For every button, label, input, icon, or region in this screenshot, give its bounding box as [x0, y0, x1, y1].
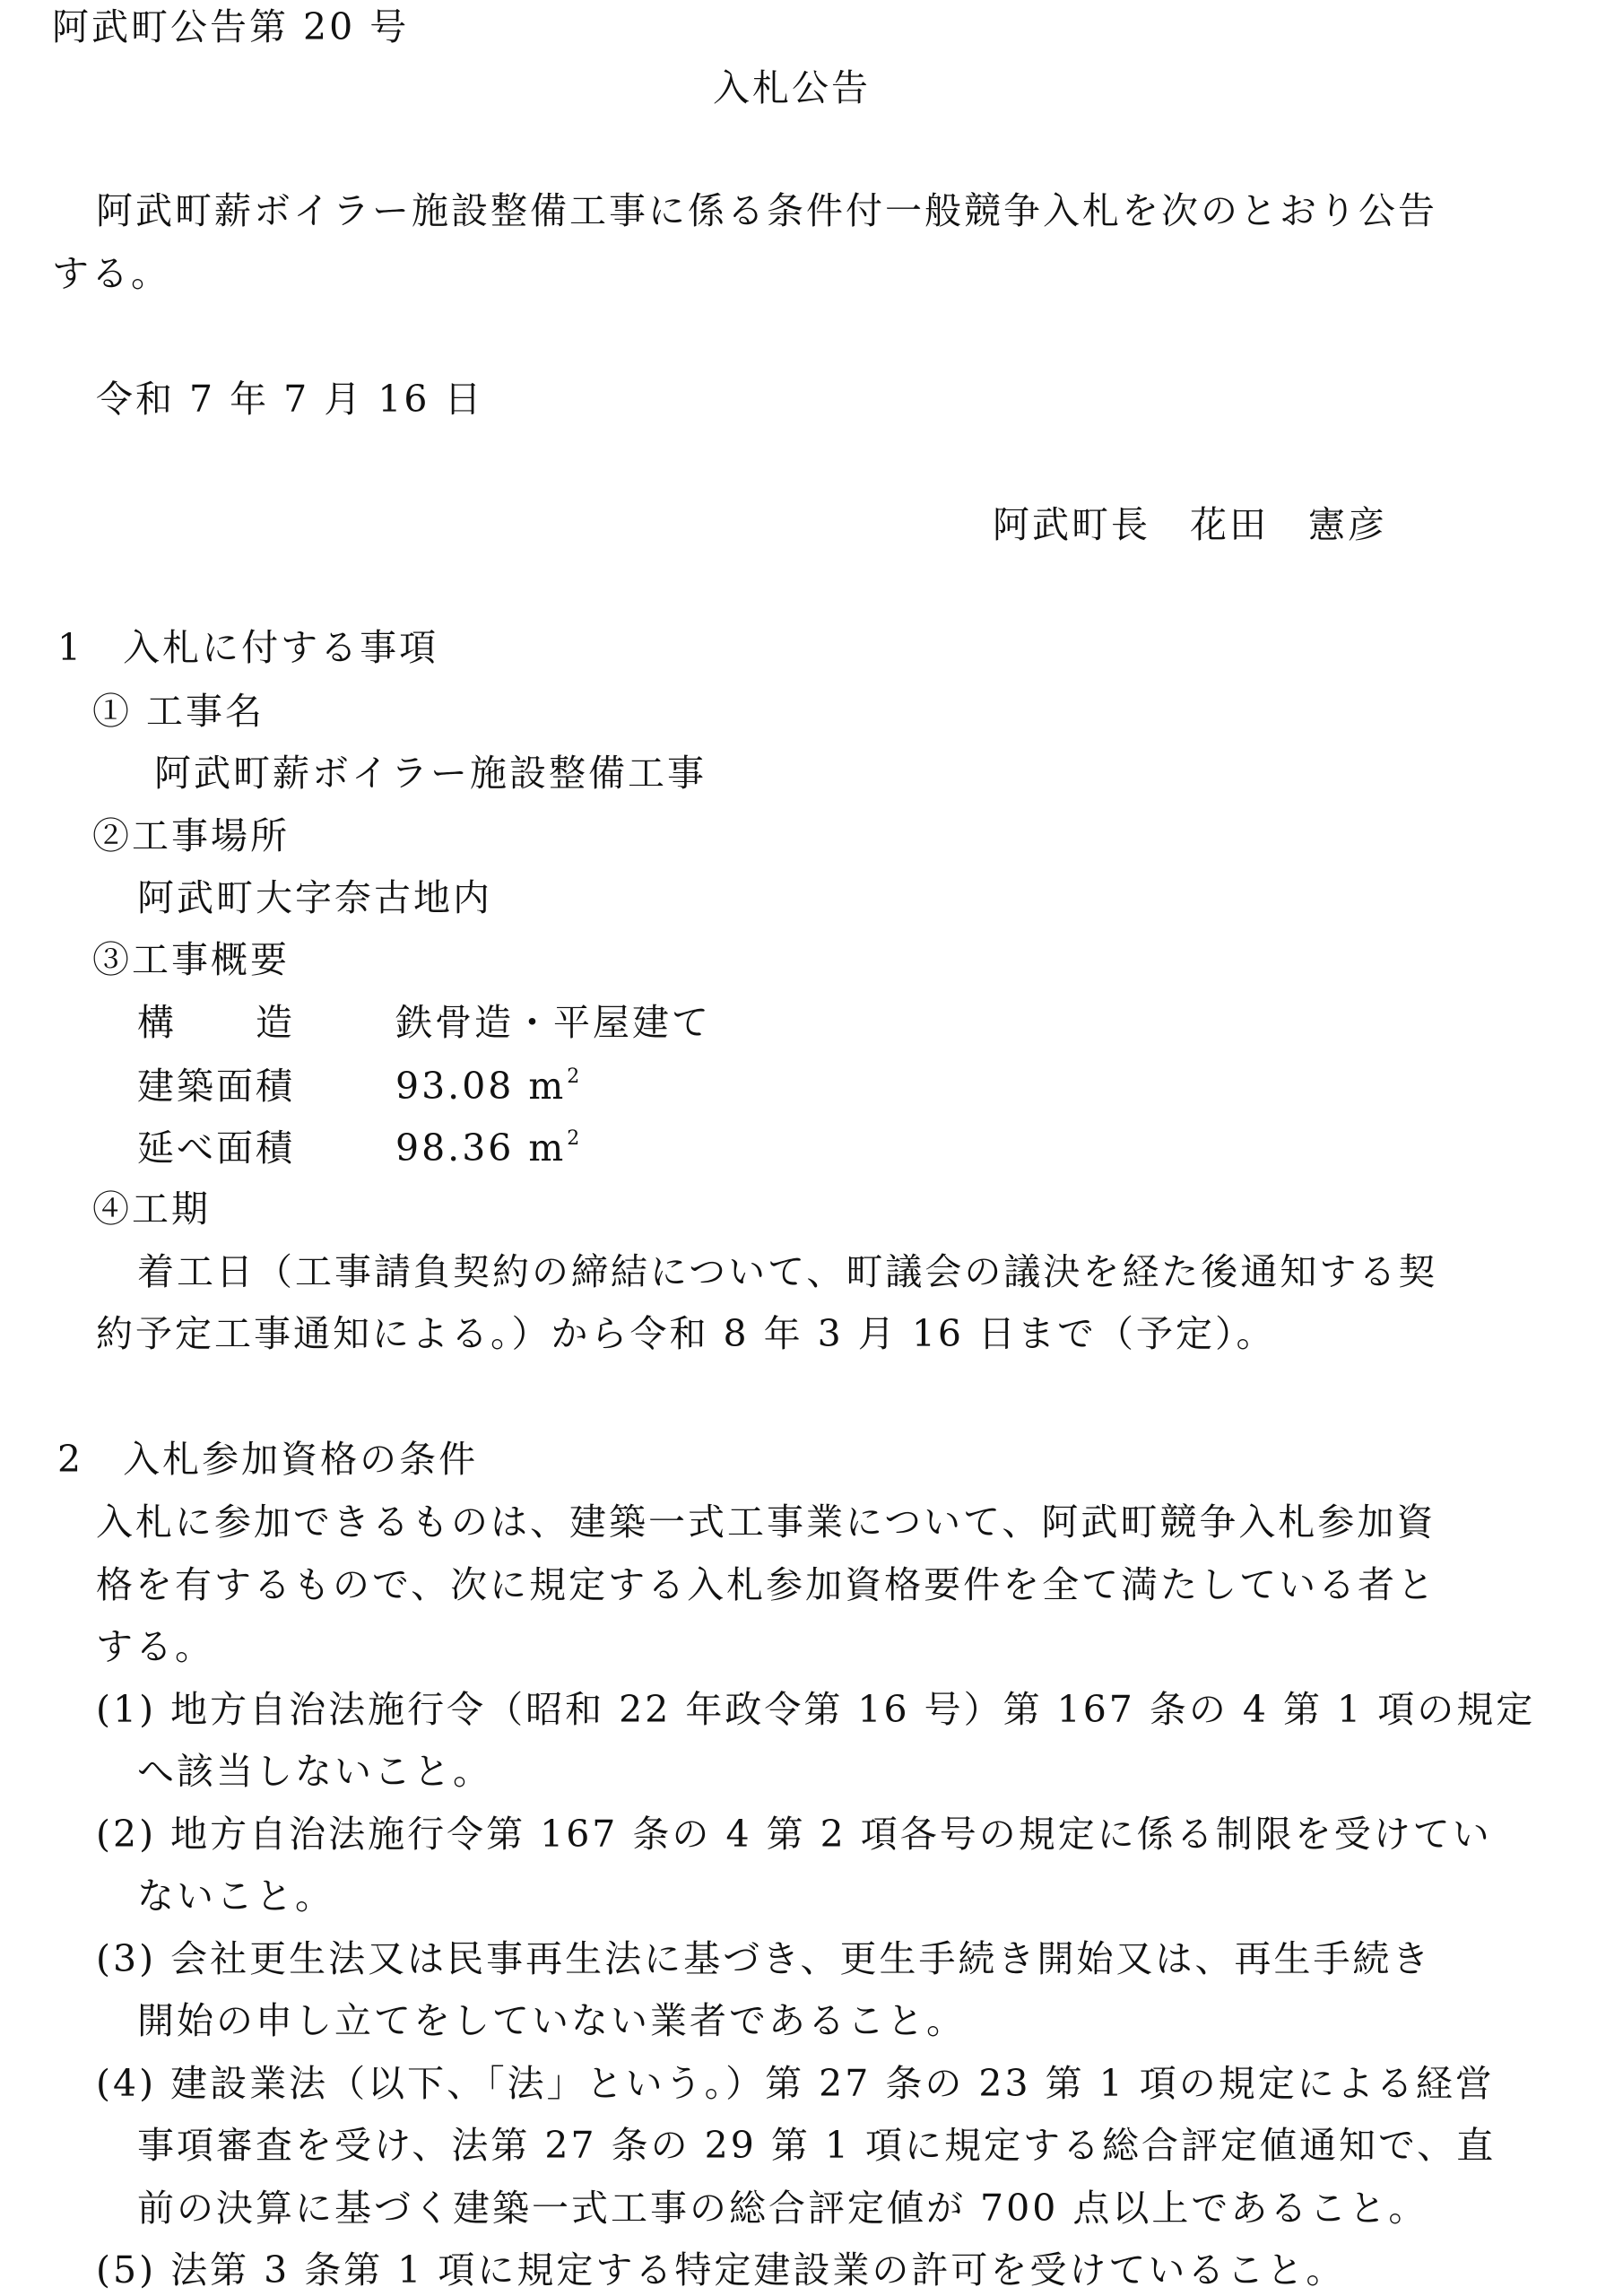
condition-line: (3) 会社更生法又は民事再生法に基づき、更生手続き開始又は、再生手続き — [96, 1937, 1432, 1980]
condition-line: (1) 地方自治法施行令（昭和 22 年政令第 16 号）第 167 条の 4 第 1 項の規定 — [96, 1688, 1536, 1731]
section-2-intro-line: 入札に参加できるものは、建築一式工事業について、阿武町競争入札参加資 — [96, 1500, 1436, 1544]
structure-label: 構 造 — [137, 1001, 295, 1044]
item-1-label: ① 工事名 — [92, 690, 265, 733]
building-area-label: 建築面積 — [137, 1065, 295, 1108]
intro-line: 阿武町薪ボイラー施設整備工事に係る条件付一般競争入札を次のとおり公告 — [96, 189, 1437, 232]
condition-line: 前の決算に基づく建築一式工事の総合評定値が 700 点以上であること。 — [137, 2187, 1428, 2230]
condition-line: (4) 建設業法（以下、「法」という。）第 27 条の 23 第 1 項の規定による経営 — [96, 2062, 1495, 2105]
condition-line: 事項審査を受け、法第 27 条の 29 第 1 項に規定する総合評定値通知で、直 — [137, 2124, 1497, 2167]
item-4-line: 約予定工事通知による。）から令和 8 年 3 月 16 日まで（予定）。 — [96, 1312, 1276, 1355]
section-2-heading: 2 入札参加資格の条件 — [57, 1438, 479, 1481]
item-4-label: ④工期 — [92, 1187, 211, 1231]
structure-value: 鉄骨造・平屋建て — [395, 1001, 711, 1044]
item-2-label: ②工事場所 — [92, 814, 290, 857]
notice-number: 阿武町公告第 20 号 — [52, 5, 410, 48]
floor-area-value: 98.36 m — [395, 1126, 567, 1170]
condition-line: 開始の申し立てをしていない業者であること。 — [137, 1999, 966, 2042]
condition-line: へ該当しないこと。 — [137, 1750, 492, 1793]
condition-line: ないこと。 — [137, 1874, 334, 1918]
area-unit-superscript: 2 — [567, 1127, 583, 1150]
intro-line: する。 — [52, 252, 170, 295]
item-2-value: 阿武町大字奈古地内 — [137, 876, 492, 919]
section-2-intro-line: する。 — [96, 1625, 214, 1668]
section-2-intro-line: 格を有するもので、次に規定する入札参加資格要件を全て満たしている者と — [96, 1563, 1437, 1606]
item-3-label: ③工事概要 — [92, 938, 290, 981]
item-1-value: 阿武町薪ボイラー施設整備工事 — [154, 752, 707, 795]
floor-area-row — [137, 1126, 583, 1170]
issuer-name: 阿武町長 花田 憲彦 — [993, 503, 1387, 546]
area-unit-superscript: 2 — [567, 1065, 583, 1088]
floor-area-label: 延べ面積 — [137, 1126, 295, 1170]
document-title: 入札公告 — [713, 66, 871, 109]
item-4-line: 着工日（工事請負契約の締結について、町議会の議決を経た後通知する契 — [137, 1250, 1438, 1293]
notice-date: 令和 7 年 7 月 16 日 — [96, 378, 484, 421]
condition-line: (2) 地方自治法施行令第 167 条の 4 第 2 項各号の規定に係る制限を受けてい — [96, 1813, 1492, 1856]
condition-line: (5) 法第 3 条第 1 項に規定する特定建設業の許可を受けていること。 — [96, 2248, 1346, 2292]
structure-row — [137, 1001, 711, 1044]
section-1-heading: 1 入札に付する事項 — [57, 626, 439, 669]
building-area-row — [137, 1065, 583, 1108]
building-area-value: 93.08 m — [395, 1065, 567, 1108]
